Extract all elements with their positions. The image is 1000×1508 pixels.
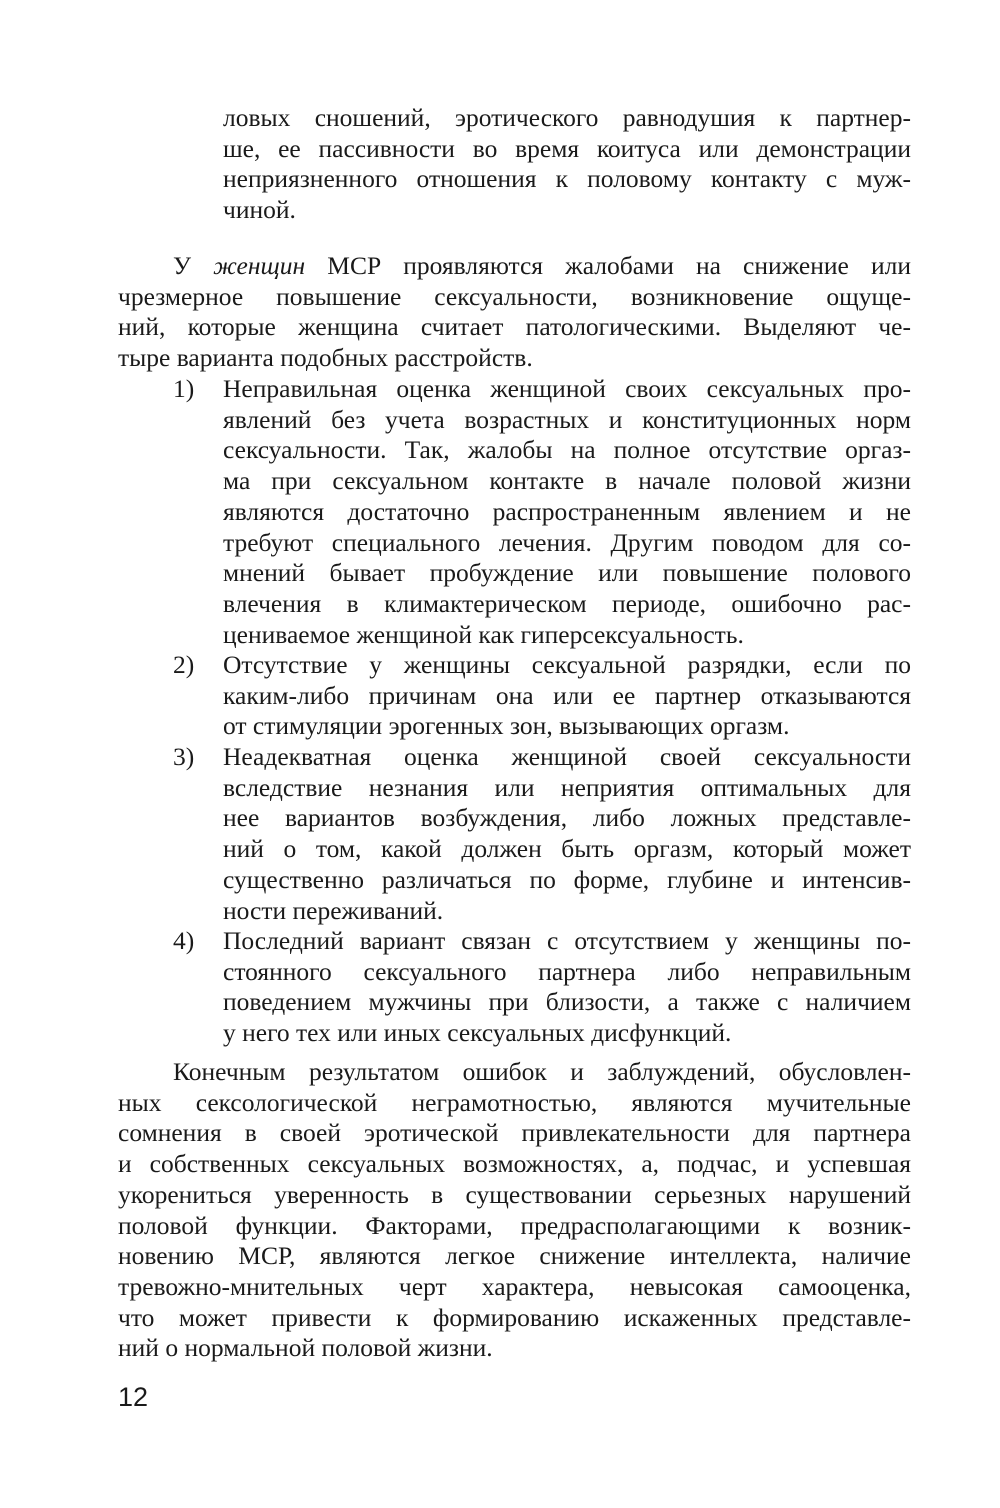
list-number: 1) [173, 374, 195, 403]
text-line: вследствие незнания или неприятия оптимальных для [223, 772, 911, 802]
text-run: МСР проявляются жалобами на снижение или [305, 251, 911, 280]
text-line: ных сексологической неграмотностью, являются мучительные [118, 1087, 911, 1117]
list-item-body [223, 926, 911, 1049]
text-line: Неправильная оценка женщиной своих сексуальных про- [223, 374, 911, 403]
list-number: 2) [173, 650, 195, 679]
text-line: каким-либо причинам она или ее партнер отказываются [223, 680, 911, 710]
text-line: стоянного сексуального партнера либо неправильным [223, 956, 911, 986]
text-line: тревожно-мнительных черт характера, невысокая самооценка, [118, 1271, 911, 1301]
text-line: неприязненного отношения к половому контакту с муж- [223, 164, 911, 194]
text-line: чрезмерное повышение сексуальности, возникновение ощуще- [118, 281, 911, 311]
text-line: ности переживаний. [223, 895, 444, 925]
text-line: ма при сексуальном контакте в начале половой жизни [223, 466, 911, 496]
text-line: Отсутствие у женщины сексуальной разрядки, если по [223, 650, 911, 679]
text-line: у него тех или иных сексуальных дисфункций. [223, 1018, 732, 1048]
text-line-first: Конечным результатом ошибок и заблуждений, обусловлен- [173, 1057, 911, 1086]
paragraph-conclusion [118, 1057, 911, 1364]
list-number: 4) [173, 926, 195, 955]
text-line: тыре варианта подобных расстройств. [118, 343, 533, 373]
text-line-first [118, 251, 911, 282]
text-line: Неадекватная оценка женщиной своей сексуальности [223, 742, 911, 771]
text-line: поведением мужчины при близости, а также с наличием [223, 987, 911, 1017]
text-line: существенно различаться по форме, глубине и интенсив- [223, 864, 911, 894]
text-line: ний, которые женщина считает патологическими. Выделяют че- [118, 312, 911, 342]
text-line: сексуальности. Так, жалобы на полное отсутствие оргаз- [223, 435, 911, 465]
list-number: 3) [173, 742, 195, 771]
text-line: укорениться уверенность в существовании серьезных нарушений [118, 1179, 911, 1209]
text-line: что может привести к формированию искаженных представле- [118, 1302, 911, 1332]
italic-term: женщин [213, 251, 306, 280]
text-run: У [173, 251, 214, 280]
text-line: цениваемое женщиной как гиперсексуальность. [223, 619, 744, 649]
intro-paragraph-continuation [223, 103, 911, 226]
text-line: новению МСР, являются легкое снижение интеллекта, наличие [118, 1241, 911, 1271]
text-line: сомнения в своей эротической привлекательности для партнера [118, 1118, 911, 1148]
list-item-body [223, 742, 911, 926]
text-line: мнений бывает пробуждение или повышение полового [223, 558, 911, 588]
text-line: Последний вариант связан с отсутствием у женщины по- [223, 926, 911, 955]
text-line: являются достаточно распространенным явлением и не [223, 496, 911, 526]
list-item-body [223, 374, 911, 650]
text-line: требуют специального лечения. Другим поводом для со- [223, 527, 911, 557]
text-line: влечения в климактерическом периоде, ошибочно рас- [223, 588, 911, 618]
text-line: от стимуляции эрогенных зон, вызывающих оргазм. [223, 711, 790, 741]
text-line: ний о том, какой должен быть оргазм, который может [223, 834, 911, 864]
text-line: ловых сношений, эротического равнодушия к партнер- [223, 103, 911, 132]
text-line: половой функции. Факторами, предрасполагающими к возник- [118, 1210, 911, 1240]
text-line: ше, ее пассивности во время коитуса или демонстрации [223, 133, 911, 163]
text-line: чиной. [223, 195, 296, 225]
text-line: ний о нормальной половой жизни. [118, 1333, 493, 1363]
text-line: и собственных сексуальных возможностях, а, подчас, и успевшая [118, 1149, 911, 1179]
list-item-body [223, 650, 911, 742]
text-line: нее вариантов возбуждения, либо ложных представле- [223, 803, 911, 833]
paragraph-women-msr [118, 251, 911, 374]
page-number: 12 [118, 1382, 149, 1412]
text-line: явлений без учета возрастных и конституционных норм [223, 404, 911, 434]
